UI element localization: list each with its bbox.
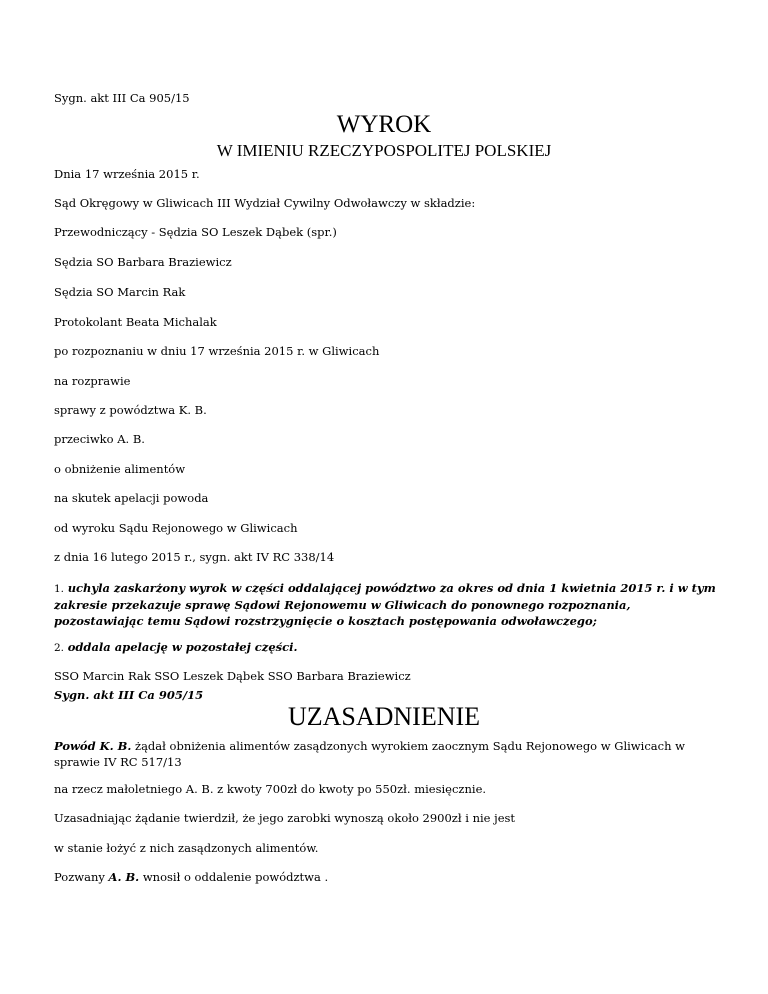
justification-paragraph-2: na rzecz małoletniego A. B. z kwoty 700zł do kwoty po 550zł. miesięcznie. bbox=[54, 782, 487, 796]
case-signature: Sygn. akt III Ca 905/15 bbox=[54, 91, 190, 105]
defendant-label: Pozwany bbox=[54, 870, 109, 884]
lower-court: od wyroku Sądu Rejonowego w Gliwicach bbox=[54, 521, 298, 535]
ruling-point-2 bbox=[54, 640, 298, 656]
justification-signature: Sygn. akt III Ca 905/15 bbox=[54, 688, 204, 702]
appeal-basis: na skutek apelacji powoda bbox=[54, 491, 209, 505]
ruling-point-1 bbox=[54, 580, 718, 629]
judge-rak: Sędzia SO Marcin Rak bbox=[54, 285, 186, 299]
justification-paragraph-4: w stanie łożyć z nich zasądzonych alimentów. bbox=[54, 841, 319, 855]
hearing-date: po rozpoznaniu w dniu 17 września 2015 r. w Gliwicach bbox=[54, 344, 380, 358]
court-reporter: Protokolant Beata Michalak bbox=[54, 315, 217, 329]
justification-paragraph-3: Uzasadniając żądanie twierdził, że jego zarobki wynoszą około 2900zł i nie jest bbox=[54, 811, 516, 825]
justification-paragraph-1 bbox=[54, 738, 718, 770]
court-composition: Sąd Okręgowy w Gliwicach III Wydział Cywilny Odwoławczy w składzie: bbox=[54, 196, 476, 210]
hearing-type: na rozprawie bbox=[54, 374, 131, 388]
ruling-point-2-number: 2. bbox=[54, 642, 65, 654]
claimant-name: Powód K. B. bbox=[54, 739, 132, 753]
justification-paragraph-1-text: żądał obniżenia alimentów zasądzonych wyrokiem zaocznym Sądu Rejonowego w Gliwicach w sprawie IV RC 517/13 bbox=[54, 739, 685, 769]
ruling-point-1-number: 1. bbox=[54, 583, 65, 595]
ruling-point-1-text: uchyla zaskarżony wyrok w części oddalającej powództwo za okres od dnia 1 kwietnia 2015 r. i w tym zakresie przekazuje sprawę Sądowi Rejonowemu w Gliwicach do ponownego rozpoznania, pozostawiając temu Sądowi rozstrzygnięcie o kosztach postępowania odwoławczego; bbox=[54, 581, 716, 628]
claim-subject: o obniżenie alimentów bbox=[54, 462, 186, 476]
judges-signatures: SSO Marcin Rak SSO Leszek Dąbek SSO Barbara Braziewicz bbox=[54, 669, 411, 683]
defendant: przeciwko A. B. bbox=[54, 432, 145, 446]
verdict-title: WYROK bbox=[336, 111, 432, 138]
verdict-subtitle: W IMIENIU RZECZYPOSPOLITEJ POLSKIEJ bbox=[216, 141, 552, 160]
ruling-point-2-text: oddala apelację w pozostałej części. bbox=[67, 640, 298, 654]
lower-court-ruling: z dnia 16 lutego 2015 r., sygn. akt IV RC 338/14 bbox=[54, 550, 335, 564]
verdict-date: Dnia 17 września 2015 r. bbox=[54, 167, 200, 181]
claimant: sprawy z powództwa K. B. bbox=[54, 403, 207, 417]
defendant-name: A. B. bbox=[108, 870, 140, 884]
presiding-judge: Przewodniczący - Sędzia SO Leszek Dąbek (spr.) bbox=[54, 225, 337, 239]
judge-braziewicz: Sędzia SO Barbara Braziewicz bbox=[54, 255, 232, 269]
defendant-motion: wnosił o oddalenie powództwa . bbox=[139, 870, 329, 884]
justification-title: UZASADNIENIE bbox=[287, 702, 481, 731]
justification-paragraph-5 bbox=[54, 870, 328, 885]
